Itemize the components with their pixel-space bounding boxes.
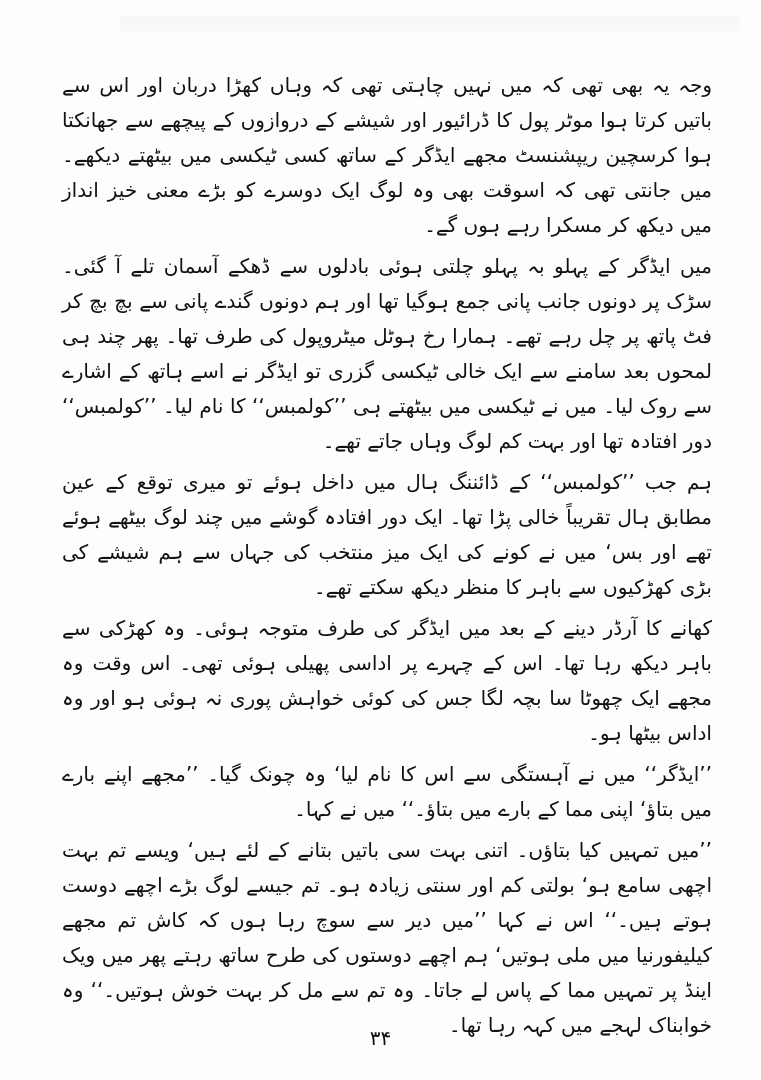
- paragraph-3: ہم جب ’’کولمبس‘‘ کے ڈائننگ ہال میں داخل ہوئے تو میری توقع کے عین مطابق ہال تقریباً خالی پڑا تھا۔ ایک دور افتادہ گوشے میں چند لوگ بیٹھے ہوئے تھے اور بس‘ میں نے کونے کی ایک میز منتخب کی جہاں سے ہم شیشے کی بڑی کھڑکیوں سے باہر کا منظر دیکھ سکتے تھے۔: [62, 470, 712, 599]
- body-text: [62, 68, 712, 1049]
- paragraph-4: کھانے کا آرڈر دینے کے بعد میں ایڈگر کی طرف متوجہ ہوئی۔ وہ کھڑکی سے باہر دیکھ رہا تھا۔ اس کے چہرے پر اداسی پھیلی ہوئی تھی۔ اس وقت وہ مجھے ایک چھوٹا سا بچہ لگا جس کی کوئی خواہش پوری نہ ہوئی ہو اور وہ اداس بیٹھا ہو۔: [62, 616, 712, 745]
- scan-smudge: [120, 16, 740, 38]
- page-number: ۳۴: [369, 1026, 392, 1050]
- paragraph-6: ’’میں تمہیں کیا بتاؤں۔ اتنی بہت سی باتیں بتانے کے لئے ہیں‘ ویسے تم بہت اچھی سامع ہو‘ بولتی کم اور سنتی زیادہ ہو۔ تم جیسے لوگ بڑے اچھے دوست ہوتے ہیں۔‘‘ اس نے کہا ’’میں دیر سے سوچ رہا ہوں کہ کاش تم مجھے کیلیفورنیا میں ملی ہوتیں‘ ہم اچھے دوستوں کی طرح ساتھ رہتے پھر میں ویک اینڈ پر تمہیں مما کے پاس لے جاتا۔ وہ تم سے مل کر بہت خوش ہوتیں۔‘‘ وہ خوابناک لہجے میں کہہ رہا تھا۔: [62, 838, 712, 1037]
- paragraph-5: ’’ایڈگر‘‘ میں نے آہستگی سے اس کا نام لیا‘ وہ چونک گیا۔ ’’مجھے اپنے بارے میں بتاؤ‘ اپنی مما کے بارے میں بتاؤ۔‘‘ میں نے کہا۔: [62, 762, 712, 821]
- paragraph-1: وجہ یہ بھی تھی کہ میں نہیں چاہتی تھی کہ وہاں کھڑا دربان اور اس سے باتیں کرتا ہوا موٹر پول کا ڈرائیور اور شیشے کے دروازوں کے پیچھے سے جھانکتا ہوا کرسچین ریپشنسٹ مجھے ایڈگر کے ساتھ کسی ٹیکسی میں بیٹھتے دیکھے۔ میں جانتی تھی کہ اسوقت بھی وہ لوگ ایک دوسرے کو بڑے معنی خیز انداز میں دیکھ کر مسکرا رہے ہوں گے۔: [62, 73, 712, 237]
- paragraph-2: میں ایڈگر کے پہلو بہ پہلو چلتی ہوئی بادلوں سے ڈھکے آسمان تلے آ گئی۔ سڑک پر دونوں جانب پانی جمع ہوگیا تھا اور ہم دونوں گندے پانی سے بچ بچ کر فٹ پاتھ پر چل رہے تھے۔ ہمارا رخ ہوٹل میٹروپول کی طرف تھا۔ پھر چند ہی لمحوں بعد سامنے سے ایک خالی ٹیکسی گزری تو ایڈگر نے اسے ہاتھ کے اشارے سے روک لیا۔ میں نے ٹیکسی میں بیٹھتے ہی ’’کولمبس‘‘ کا نام لیا۔ ’’کولمبس‘‘ دور افتادہ تھا اور بہت کم لوگ وہاں جاتے تھے۔: [62, 254, 712, 453]
